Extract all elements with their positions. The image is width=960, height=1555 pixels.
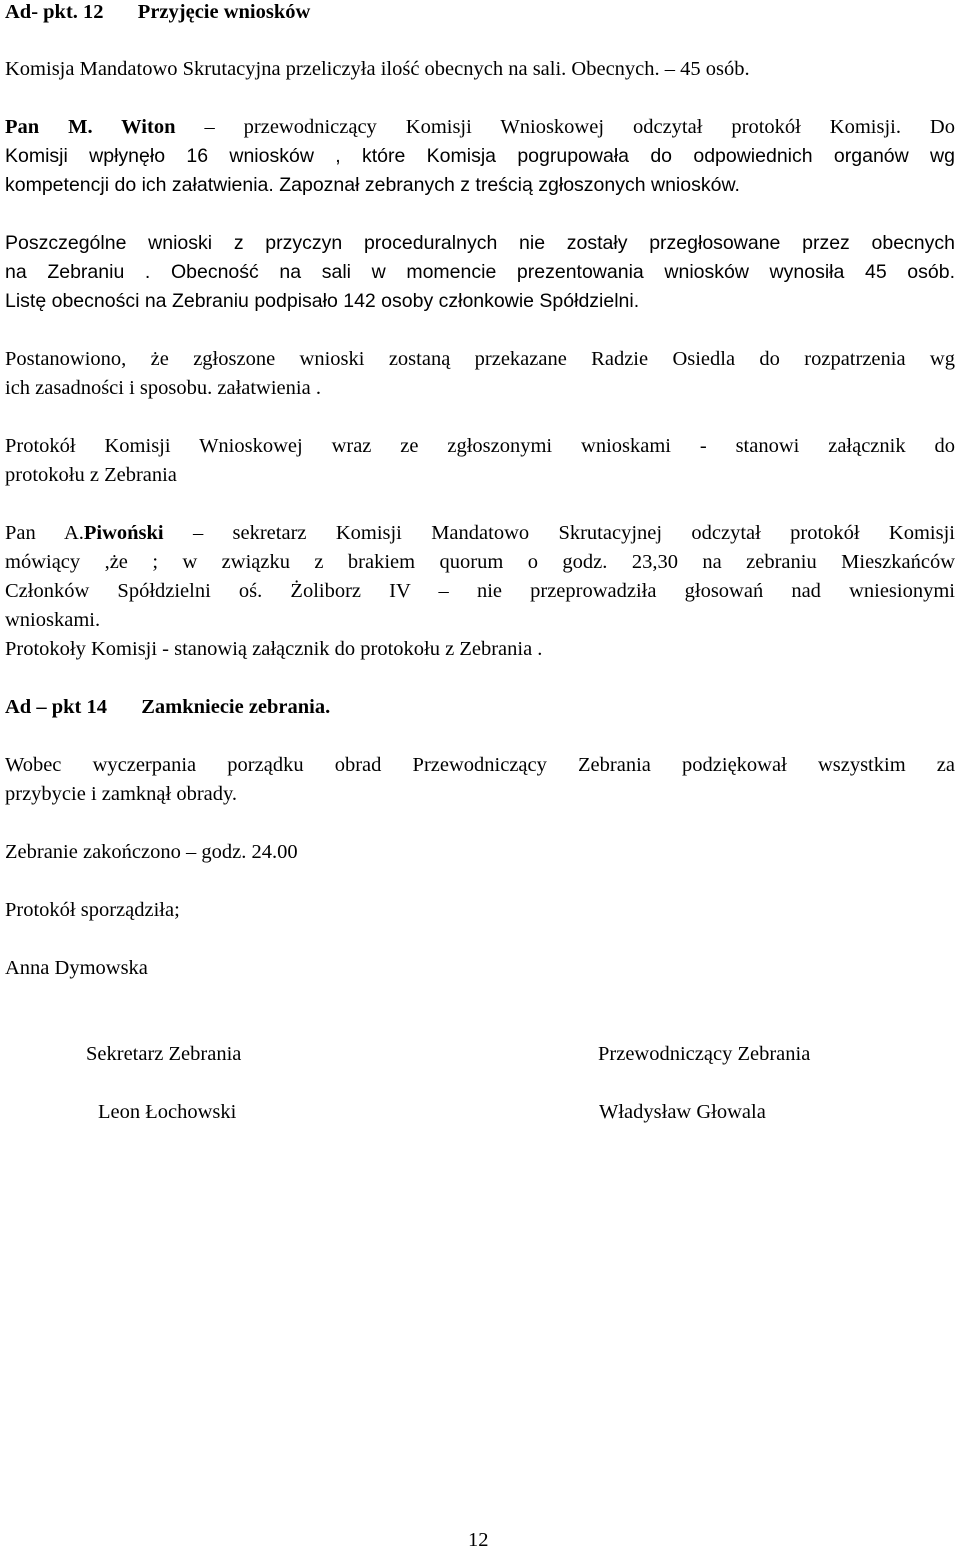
page-number: 12 — [468, 1529, 489, 1551]
section-number: Ad – pkt 14 — [5, 696, 107, 718]
paragraph-votes-line1: Poszczególne wnioski z przyczyn proceduralnych nie zostały przegłosowane przez obecnych — [5, 232, 955, 254]
signature-right-role: Przewodniczący Zebrania — [598, 1043, 811, 1065]
section-number: Ad- pkt. 12 — [5, 1, 104, 23]
paragraph-witon-line3: kompetencji do ich załatwienia. Zapoznał zebranych z treścią zgłoszonych wniosków. — [5, 174, 740, 196]
paragraph-witon-line2: Komisji wpłynęło 16 wniosków , które Komisja pogrupowała do odpowiednich organów wg — [5, 145, 955, 167]
signature-left-role: Sekretarz Zebrania — [86, 1043, 242, 1065]
section-heading-12 — [5, 0, 310, 27]
section-title: Zamkniecie zebrania. — [141, 696, 331, 718]
paragraph-author-name: Anna Dymowska — [5, 957, 148, 979]
paragraph-attachment-line2: protokołu z Zebrania — [5, 464, 177, 486]
signature-right-name: Władysław Głowala — [599, 1101, 766, 1123]
paragraph-piwonski-line5: Protokoły Komisji - stanowią załącznik do protokołu z Zebrania . — [5, 638, 543, 660]
speaker-name: Pan M. Witon — [5, 116, 176, 138]
paragraph-prepared-by: Protokół sporządziła; — [5, 899, 180, 921]
paragraph-piwonski-line4: wnioskami. — [5, 609, 101, 631]
paragraph-decision-line2: ich zasadności i sposobu. załatwienia . — [5, 377, 321, 399]
paragraph-piwonski-line3: Członków Spółdzielni oś. Żoliborz IV – nie przeprowadziła głosowań nad wniesionymi — [5, 580, 955, 602]
paragraph-attachment-line1: Protokół Komisji Wnioskowej wraz ze zgłoszonymi wnioskami - stanowi załącznik do — [5, 435, 955, 457]
paragraph-closing-line1: Wobec wyczerpania porządku obrad Przewodniczący Zebrania podziękował wszystkim za — [5, 754, 955, 776]
paragraph-piwonski-line2: mówiący ,że ; w związku z brakiem quorum o godz. 23,30 na zebraniu Mieszkańców — [5, 551, 955, 573]
speaker-name: Piwoński — [83, 522, 164, 544]
paragraph-closing-line2: przybycie i zamknął obrady. — [5, 783, 238, 805]
paragraph-mandate-count: Komisja Mandatowo Skrutacyjna przeliczyła ilość obecnych na sali. Obecnych. – 45 osób. — [5, 58, 750, 80]
speaker-prefix: Pan A. — [5, 522, 84, 544]
paragraph-piwonski-line1: Pan A.Piwoński – sekretarz Komisji Mandatowo Skrutacyjnej odczytał protokół Komisji — [5, 522, 955, 544]
paragraph-votes-line3: Listę obecności na Zebraniu podpisało 142 osoby członkowie Spółdzielni. — [5, 290, 640, 312]
paragraph-witon-line1: Pan M. Witon – przewodniczący Komisji Wnioskowej odczytał protokół Komisji. Do — [5, 116, 955, 138]
section-heading-14 — [5, 693, 330, 722]
section-title: Przyjęcie wniosków — [137, 1, 311, 23]
signature-left-name: Leon Łochowski — [98, 1101, 237, 1123]
paragraph-decision-line1: Postanowiono, że zgłoszone wnioski zostaną przekazane Radzie Osiedla do rozpatrzenia wg — [5, 348, 955, 370]
paragraph-votes-line2: na Zebraniu . Obecność na sali w momencie prezentowania wniosków wynosiła 45 osób. — [5, 261, 955, 283]
paragraph-end-time: Zebranie zakończono – godz. 24.00 — [5, 841, 298, 863]
